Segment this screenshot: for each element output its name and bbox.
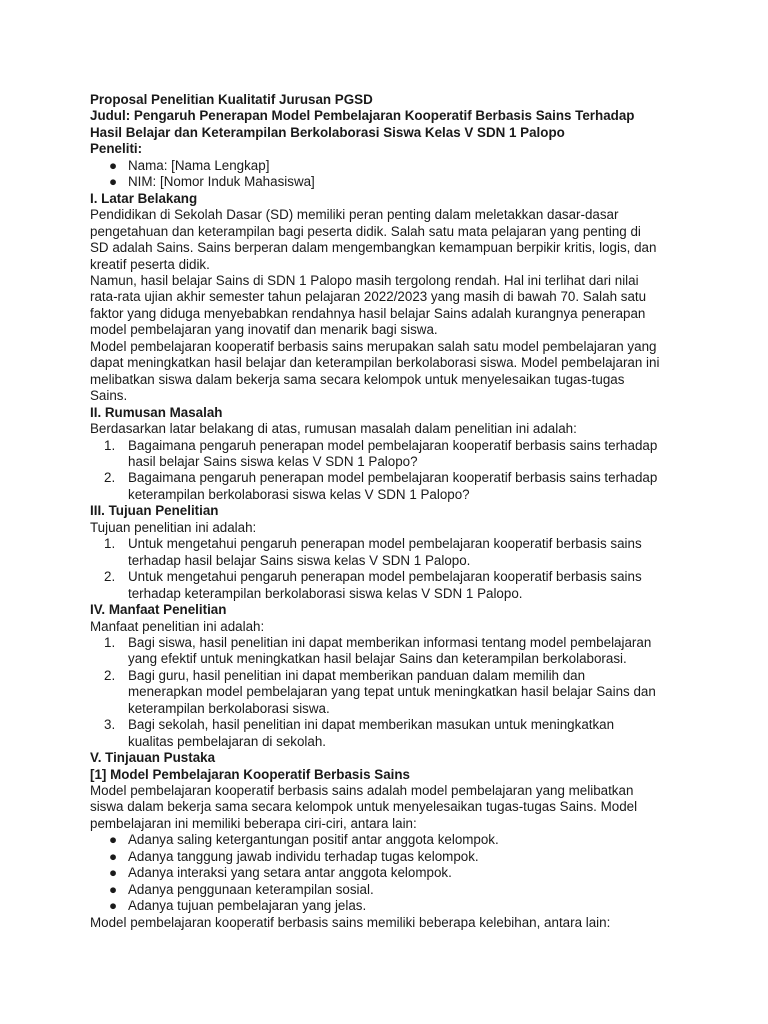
paragraph-line: model pembelajaran yang inovatif dan menarik bagi siswa. <box>90 322 438 338</box>
list-item-line: Bagi siswa, hasil penelitian ini dapat memberikan informasi tentang model pembelajaran <box>128 634 652 650</box>
section-title-rumusan-masalah: II. Rumusan Masalah <box>90 404 223 420</box>
list-item <box>90 882 690 898</box>
researcher-label: Peneliti: <box>90 141 143 157</box>
list-item <box>90 470 690 503</box>
list-item-line: yang efektif untuk meningkatkan hasil belajar Sains dan keterampilan berkolaborasi. <box>128 651 627 667</box>
subsection-title: [1] Model Pembelajaran Kooperatif Berbasis Sains <box>90 766 410 782</box>
list-item-line: menerapkan model pembelajaran yang tepat untuk meningkatkan hasil belajar Sains dan <box>128 684 656 700</box>
list-item <box>90 668 690 717</box>
paragraph-line: faktor yang diduga menyebabkan rendahnya hasil belajar Sains adalah kurangnya penerapan <box>90 305 646 321</box>
list-item <box>90 635 690 668</box>
list-item-line: hasil belajar Sains siswa kelas V SDN 1 Palopo? <box>128 453 418 469</box>
title-line-2: Hasil Belajar dan Keterampilan Berkolaborasi Siswa Kelas V SDN 1 Palopo <box>90 124 565 140</box>
list-item-text: Adanya penggunaan keterampilan sosial. <box>128 881 374 897</box>
list-item-text: Adanya saling ketergantungan positif antar anggota kelompok. <box>128 832 499 848</box>
paragraph-line: kreatif peserta didik. <box>90 256 210 272</box>
bullet-icon: ● <box>108 898 118 914</box>
bullet-icon: ● <box>108 848 118 864</box>
section-title-tinjauan-pustaka: V. Tinjauan Pustaka <box>90 750 216 766</box>
list-number: 3. <box>104 717 116 733</box>
paragraph-line: Model pembelajaran kooperatif berbasis sains adalah model pembelajaran yang melibatkan <box>90 783 634 799</box>
paragraph-line: Model pembelajaran kooperatif berbasis sains merupakan salah satu model pembelajaran yang <box>90 338 657 354</box>
list-item-line: Bagaimana pengaruh penerapan model pembelajaran kooperatif berbasis sains terhadap <box>128 437 658 453</box>
paragraph-line: rata-rata ujian akhir semester tahun pelajaran 2022/2023 yang masih di bawah 70. Salah satu <box>90 289 647 305</box>
list-item-line: terhadap keterampilan berkolaborasi siswa kelas V SDN 1 Palopo. <box>128 585 523 601</box>
list-number: 1. <box>104 437 116 453</box>
list-item-line: keterampilan berkolaborasi siswa kelas V SDN 1 Palopo? <box>128 486 470 502</box>
list-item <box>90 865 690 881</box>
researcher-list <box>90 158 690 191</box>
researcher-nim: NIM: [Nomor Induk Mahasiswa] <box>128 174 315 190</box>
researcher-name: Nama: [Nama Lengkap] <box>128 157 270 173</box>
section-title-tujuan-penelitian: III. Tujuan Penelitian <box>90 503 219 519</box>
bullet-icon: ● <box>108 865 118 881</box>
list-number: 2. <box>104 667 116 683</box>
numbered-list <box>90 438 690 504</box>
section-title-latar-belakang: I. Latar Belakang <box>90 190 198 206</box>
numbered-list <box>90 635 690 750</box>
list-item-text: Adanya tujuan pembelajaran yang jelas. <box>128 898 367 914</box>
paragraph-line: Sains. <box>90 388 128 404</box>
paragraph-line: dapat meningkatkan hasil belajar dan keterampilan berkolaborasi siswa. Model pembelajaran ini <box>90 355 660 371</box>
section-intro: Tujuan penelitian ini adalah: <box>90 519 257 535</box>
list-item-line: kualitas pembelajaran di sekolah. <box>128 733 327 749</box>
document-heading: Proposal Penelitian Kualitatif Jurusan PGSD <box>90 92 373 107</box>
list-item-line: Bagi guru, hasil penelitian ini dapat memberikan panduan dalam memilih dan <box>128 667 586 683</box>
paragraph-line: pengetahuan dan keterampilan bagi peserta didik. Salah satu mata pelajaran yang penting di <box>90 223 641 239</box>
list-item <box>90 158 690 174</box>
numbered-list <box>90 536 690 602</box>
paragraph-line: Namun, hasil belajar Sains di SDN 1 Palopo masih tergolong rendah. Hal ini terlihat dari nilai <box>90 272 639 288</box>
paragraph-line: siswa dalam bekerja sama secara kelompok untuk menyelesaikan tugas-tugas Sains. Model <box>90 799 638 815</box>
paragraph-line: melibatkan siswa dalam bekerja sama secara kelompok untuk menyelesaikan tugas-tugas <box>90 371 625 387</box>
title-line-1: Judul: Pengaruh Penerapan Model Pembelajaran Kooperatif Berbasis Sains Terhadap <box>90 108 635 124</box>
list-item <box>90 898 690 914</box>
bullet-icon: ● <box>108 174 118 190</box>
list-item <box>90 536 690 569</box>
list-item-line: keterampilan berkolaborasi siswa. <box>128 700 330 716</box>
bullet-icon: ● <box>108 157 118 173</box>
paragraph-line: pembelajaran ini memiliki beberapa ciri-ciri, antara lain: <box>90 815 417 831</box>
list-item-line: terhadap hasil belajar Sains siswa kelas V SDN 1 Palopo. <box>128 552 471 568</box>
list-number: 2. <box>104 569 116 585</box>
section-title-manfaat-penelitian: IV. Manfaat Penelitian <box>90 602 227 618</box>
list-item <box>90 174 690 190</box>
document-body <box>90 92 690 931</box>
paragraph-line: Pendidikan di Sekolah Dasar (SD) memiliki peran penting dalam meletakkan dasar-dasar <box>90 207 619 223</box>
list-item-line: Untuk mengetahui pengaruh penerapan model pembelajaran kooperatif berbasis sains <box>128 536 642 552</box>
paragraph-line: SD adalah Sains. Sains berperan dalam mengembangkan kemampuan berpikir kritis, logis, dan <box>90 240 657 256</box>
bullet-icon: ● <box>108 881 118 897</box>
paragraph-line: Model pembelajaran kooperatif berbasis sains memiliki beberapa kelebihan, antara lain: <box>90 914 611 930</box>
list-item <box>90 438 690 471</box>
list-number: 1. <box>104 634 116 650</box>
list-item-line: Untuk mengetahui pengaruh penerapan model pembelajaran kooperatif berbasis sains <box>128 569 642 585</box>
section-intro: Berdasarkan latar belakang di atas, rumusan masalah dalam penelitian ini adalah: <box>90 421 577 437</box>
bullet-icon: ● <box>108 832 118 848</box>
list-item <box>90 717 690 750</box>
list-item <box>90 832 690 848</box>
list-item-line: Bagaimana pengaruh penerapan model pembelajaran kooperatif berbasis sains terhadap <box>128 470 658 486</box>
list-item <box>90 569 690 602</box>
section-intro: Manfaat penelitian ini adalah: <box>90 618 265 634</box>
list-item-text: Adanya interaksi yang setara antar anggota kelompok. <box>128 865 452 881</box>
list-item-line: Bagi sekolah, hasil penelitian ini dapat memberikan masukan untuk meningkatkan <box>128 717 615 733</box>
list-item-text: Adanya tanggung jawab individu terhadap tugas kelompok. <box>128 848 479 864</box>
features-list <box>90 832 690 914</box>
list-number: 2. <box>104 470 116 486</box>
list-number: 1. <box>104 536 116 552</box>
list-item <box>90 849 690 865</box>
